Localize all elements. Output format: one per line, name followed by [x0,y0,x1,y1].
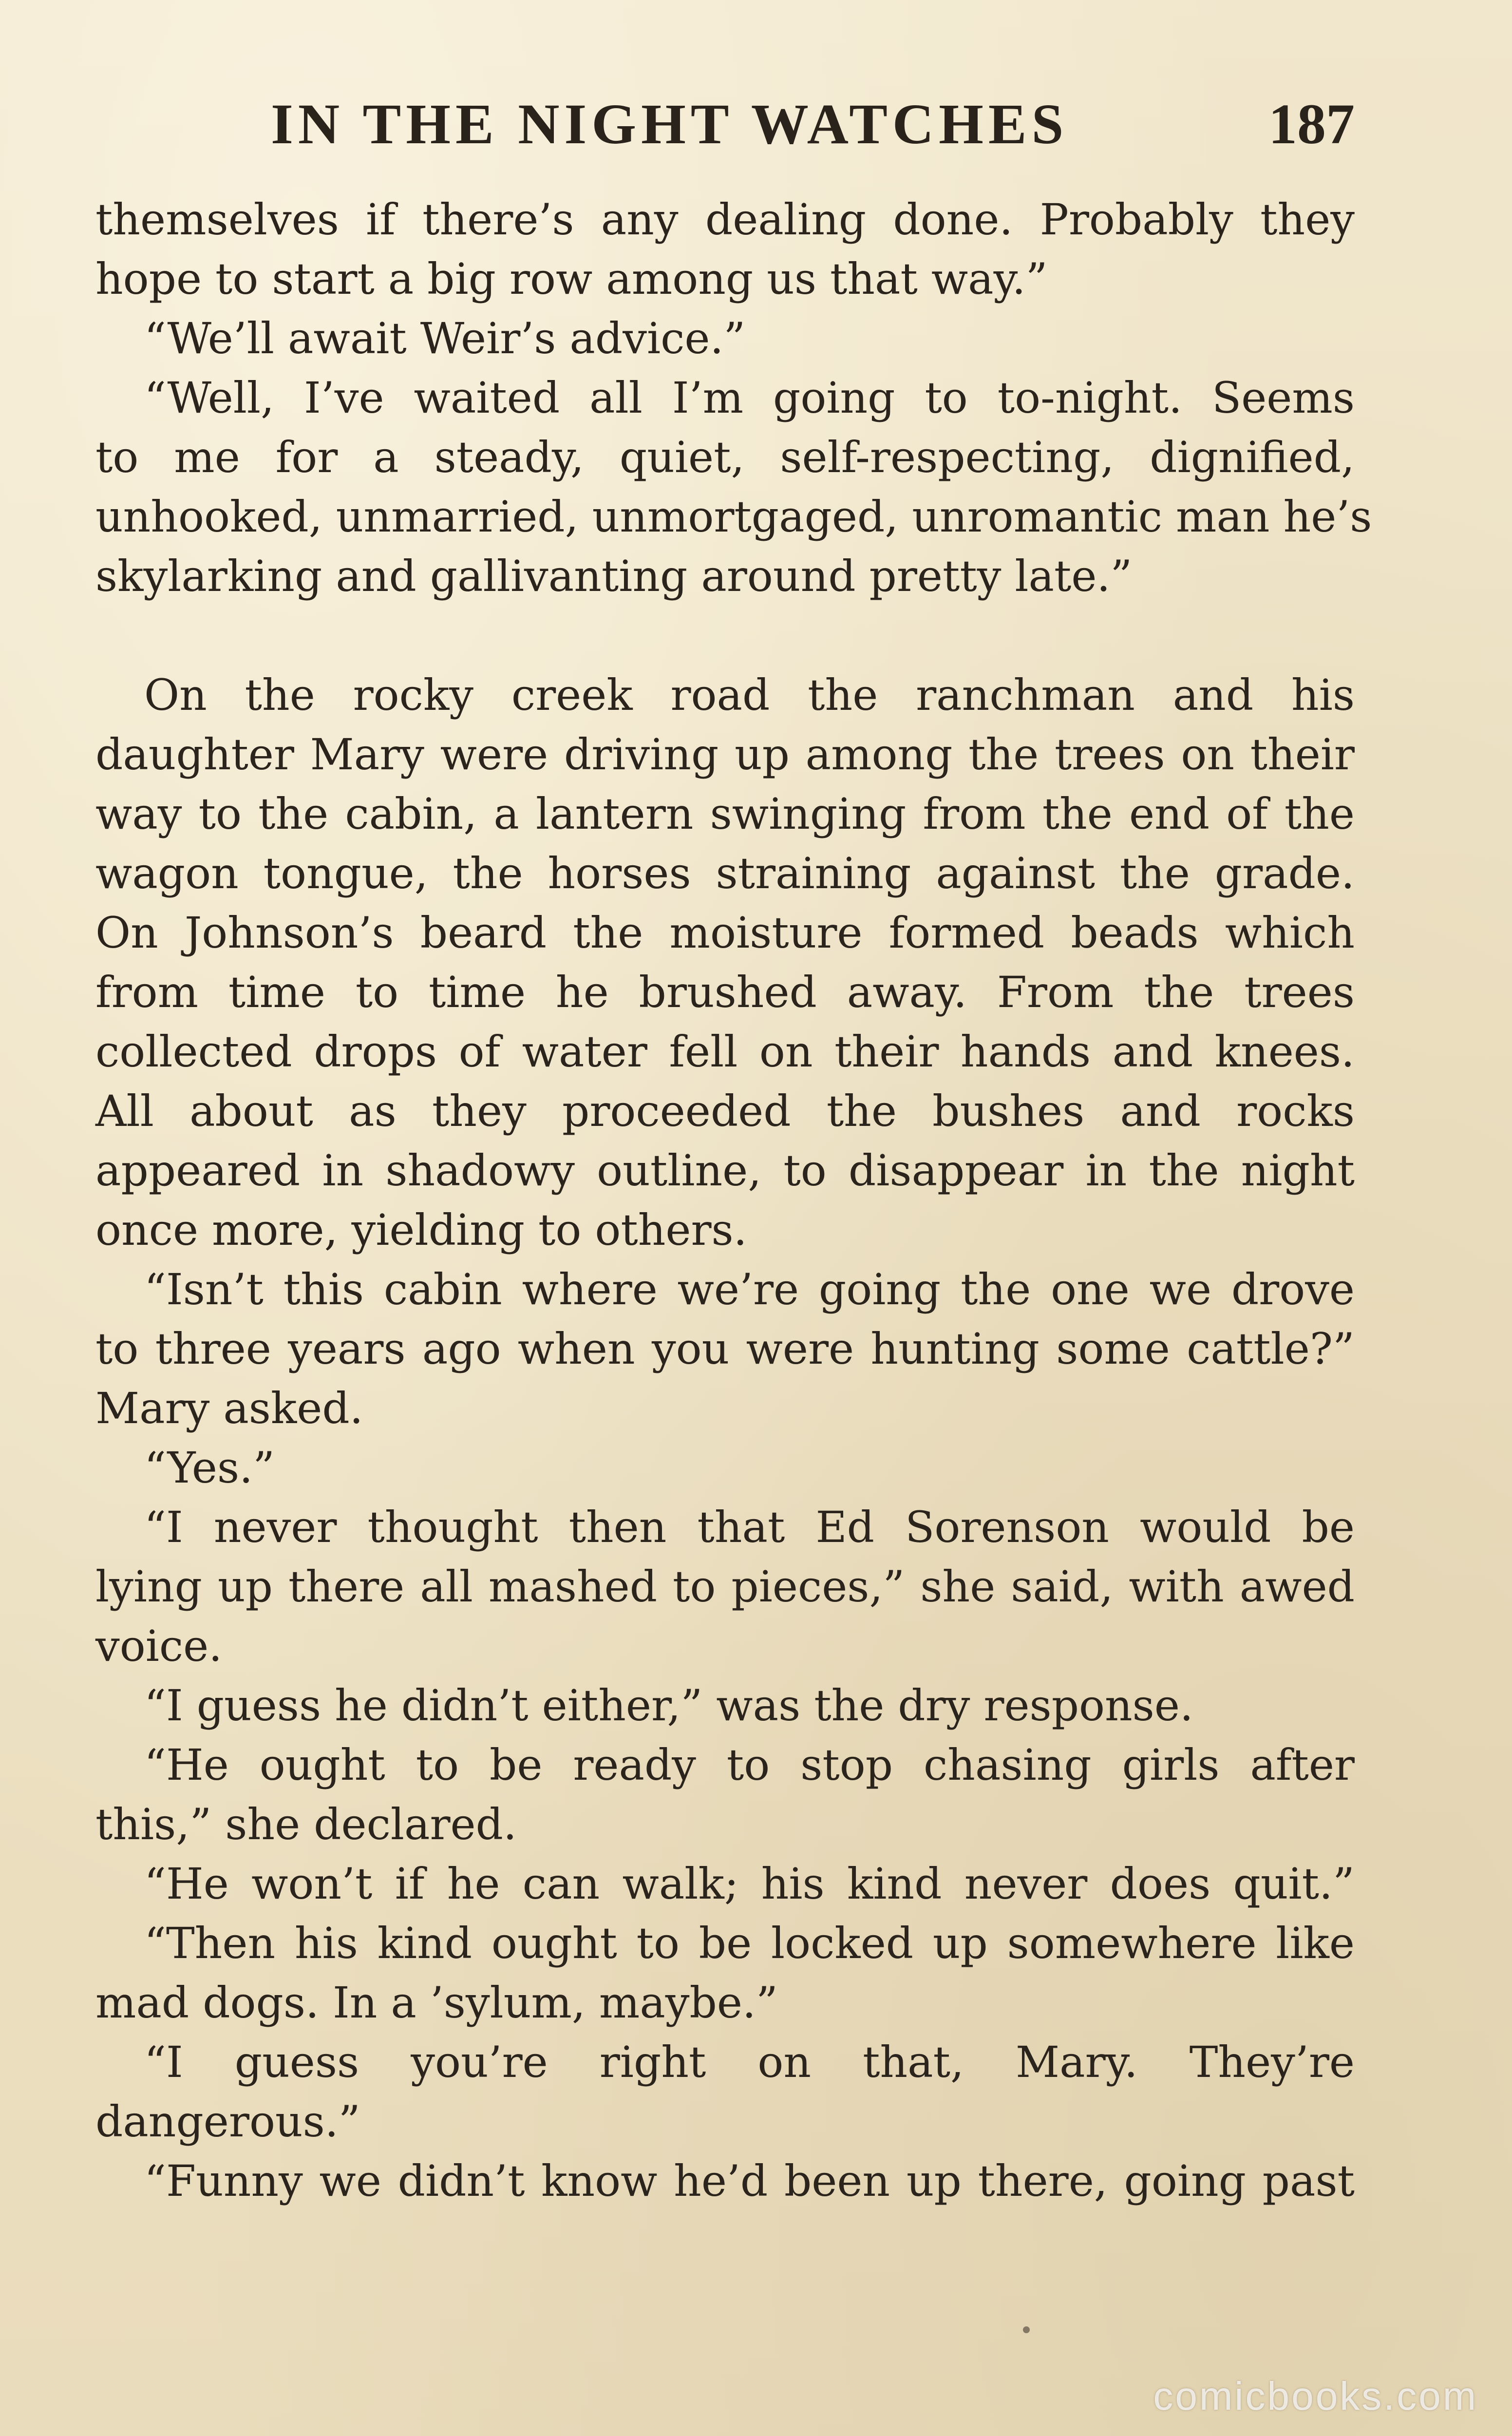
text-line: wagon tongue, the horses straining against the grade. [95,848,1355,898]
page-number: 187 [1268,92,1355,156]
text-line: “He won’t if he can walk; his kind never does quit.” [144,1859,1355,1909]
text-line: “Then his kind ought to be locked up somewhere like [144,1918,1355,1968]
text-line: On Johnson’s beard the moisture formed beads which [95,908,1355,958]
running-title: IN THE NIGHT WATCHES [271,92,1069,156]
text-line: lying up there all mashed to pieces,” she said, with awed [95,1561,1355,1612]
text-line: mad dogs. In a ’sylum, maybe.” [95,1978,778,2028]
section-break [95,606,1355,666]
text-line: themselves if there’s any dealing done. Probably they [95,194,1355,245]
text-line: All about as they proceeded the bushes and rocks [95,1086,1355,1136]
text-line: once more, yielding to others. [95,1205,747,1255]
watermark: comicbooks.com [1153,2374,1478,2418]
text-line: appeared in shadowy outline, to disappear in the night [95,1145,1355,1196]
text-line: “I guess you’re right on that, Mary. They’re [144,2037,1355,2087]
text-line: “Well, I’ve waited all I’m going to to-night. Seems [144,373,1355,423]
text-line: Mary asked. [95,1383,363,1433]
text-line: “Isn’t this cabin where we’re going the one we drove [144,1264,1355,1314]
page-body [95,190,1372,2211]
text-line: to three years ago when you were hunting some cattle?” [95,1324,1355,1374]
text-line: daughter Mary were driving up among the trees on their [95,729,1355,780]
text-line: from time to time he brushed away. From the trees [95,967,1355,1017]
text-line: to me for a steady, quiet, self-respecting, dignified, [95,432,1355,482]
text-line: skylarking and gallivanting around pretty late.” [95,551,1133,601]
text-line: “I never thought then that Ed Sorenson would be [144,1502,1355,1552]
text-line: dangerous.” [95,2096,360,2147]
text-line: “Funny we didn’t know he’d been up there, going past [144,2156,1355,2206]
ink-speck [1023,2326,1030,2333]
page-header [271,88,1355,161]
text-line: this,” she declared. [95,1799,517,1849]
text-line: “I guess he didn’t either,” was the dry response. [144,1680,1193,1731]
text-line: hope to start a big row among us that way.” [95,254,1048,304]
text-line: collected drops of water fell on their hands and knees. [95,1027,1355,1077]
text-line: “Yes.” [144,1443,275,1493]
book-page [95,73,1372,2363]
text-line: On the rocky creek road the ranchman and his [144,670,1355,720]
text-line: “He ought to be ready to stop chasing girls after [144,1740,1355,1790]
text-line: way to the cabin, a lantern swinging from the end of the [95,789,1355,839]
text-line: unhooked, unmarried, unmortgaged, unromantic man he’s [95,492,1372,542]
text-line: “We’ll await Weir’s advice.” [144,313,746,363]
text-line: voice. [95,1621,223,1671]
